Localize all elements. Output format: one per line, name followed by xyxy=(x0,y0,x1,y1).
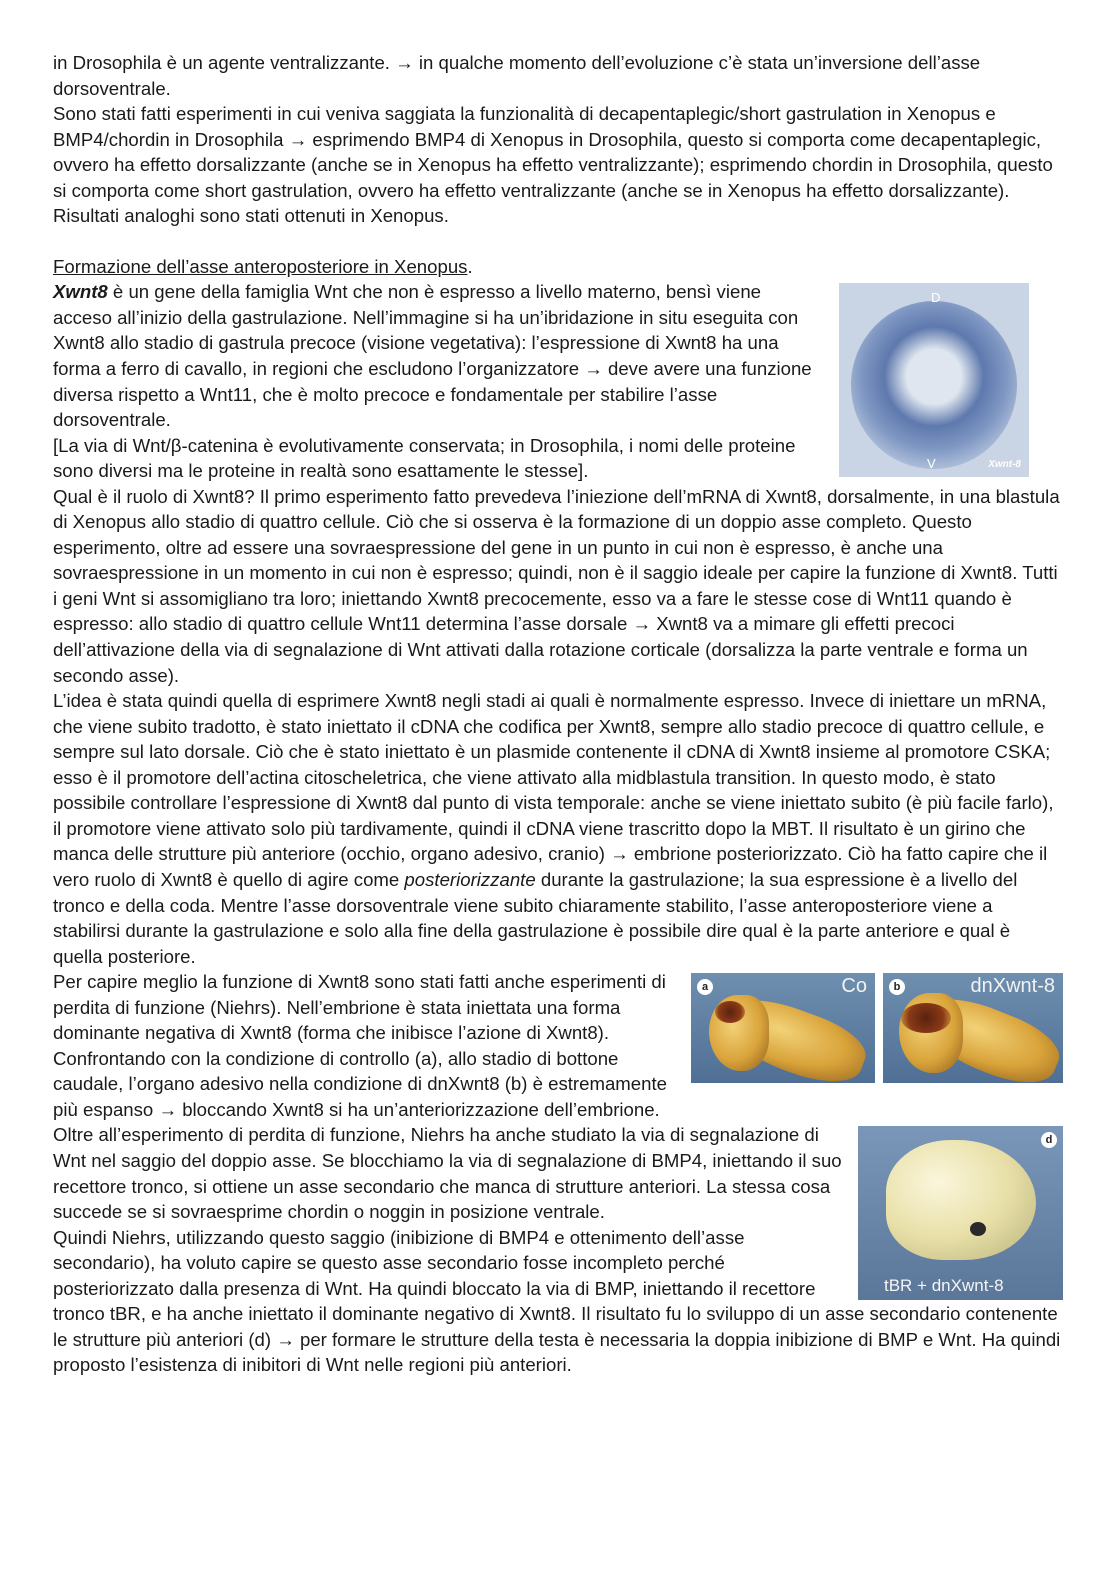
gastrula-embryo xyxy=(851,301,1017,472)
cdna-experiment-paragraph xyxy=(53,688,1063,969)
tbr-dnxwnt8-figure xyxy=(858,1126,1063,1300)
paragraph-spacer xyxy=(53,229,1063,254)
cdna-text-before: L’idea è stata quindi quella di esprimere Xwnt8 negli stadi ai quali è normalmente espresso. Invece di iniettare un mRNA, che viene subito tradotto, è stato iniettato il cDNA che codifica per Xwnt8, sempre allo stadio precoce di quattro cellule, e sempre sul lato dorsale. Ciò che è stato iniettato è un plasmide contenente il cDNA di Xwnt8 insieme al promotore CSKA; esso è il promotore dell’actina citoscheletrica, che viene attivato alla midblastula transition. In questo modo, è stato possibile controllare l’espressione di Xwnt8 dal punto di vista temporale: anche se viene iniettato subito (è più facile farlo), il promotore viene attivato solo più tardivamente, quindi il cDNA viene trascritto dopo la MBT. Il risultato è un girino che manca delle strutture più anteriore (occhio, organo adesivo, cranio) → embrione posteriorizzato. Ciò ha fatto capire che il vero ruolo di Xwnt8 è quello di agire come xyxy=(53,690,1054,890)
loss-of-function-paragraph: Per capire meglio la funzione di Xwnt8 sono stati fatti anche esperimenti di perdita di funzione (Niehrs). Nell’embrione è stata iniettata una forma dominante negativa di Xwnt8 (forma che inibisce l’azione di Xwnt8). Confrontando con la condizione di controllo (a), allo stadio di bottone caudale, l’organo adesivo nella condizione di dnXwnt8 (b) è estremamente più espanso → bloccando Xwnt8 si ha un’anteriorizzazione dell’embrione. xyxy=(53,971,667,1120)
xwnt8-role-paragraph: Qual è il ruolo di Xwnt8? Il primo esperimento fatto prevedeva l’iniezione dell’mRNA di Xwnt8, dorsalmente, in una blastula di Xenopus allo stadio di quattro cellule. Ciò che si osserva è la formazione di un doppio asse completo. Questo esperimento, oltre ad essere una sovraespressione del gene in un punto in cui non è espresso, è anche una sovraespressione in un momento in cui non è espresso; quindi, non è il saggio ideale per capire la funzione di Xwnt8. Tutti i geni Wnt si assomigliano tra loro; iniettando Xwnt8 precocemente, esso va a fare le stesse cose di Wnt11 quando è espresso: allo stadio di quattro cellule Wnt11 determina l’asse dorsale → Xwnt8 va a mimare gli effetti precoci dell’attivazione della via di segnalazione di Wnt attivati dalla rotazione corticale (dorsalizza la parte ventrale e forma un secondo asse). xyxy=(53,485,1060,686)
section-heading xyxy=(53,254,1063,280)
tbr-image xyxy=(858,1126,1063,1300)
xwnt8-term: Xwnt8 xyxy=(53,281,108,303)
control-cement-gland xyxy=(715,1001,745,1023)
dnxwnt8-comparison-figure xyxy=(691,973,1063,1083)
wnt-pathway-note: [La via di Wnt/β-catenina è evolutivamente conservata; in Drosophila, i nomi delle proteine sono diversi ma le proteine in realtà sono esattamente le stesse]. xyxy=(53,434,796,482)
intro-paragraph-1: in Drosophila è un agente ventralizzante. → in qualche momento dell’evoluzione c’è stata un’inversione dell’asse dorsoventrale. xyxy=(53,52,981,99)
secondary-axis-embryo xyxy=(886,1140,1036,1260)
panel-b-label: dnXwnt-8 xyxy=(970,975,1055,998)
panel-b-badge: b xyxy=(889,979,905,995)
double-axis-paragraph: Oltre all’esperimento di perdita di funzione, Niehrs ha anche studiato la via di segnalazione di Wnt nel saggio del doppio asse. Se blocchiamo la via di segnalazione di BMP4, iniettando il suo recettore tronco, si ottiene un asse secondario che manca di strutture anteriori. La stessa cosa succede se si sovraesprime chordin o noggin in posizione ventrale. xyxy=(53,1124,842,1223)
panel-d-badge: d xyxy=(1041,1132,1057,1148)
niehrs-conclusion-paragraph: Quindi Niehrs, utilizzando questo saggio (inibizione di BMP4 e ottenimento dell’asse secondario), ha voluto capire se questo asse secondario fosse incompleto perché posteriorizzato dalla presenza di Wnt. Ha quindi bloccato la via di BMP, iniettando il recettore tronco tBR, e ha anche iniettato il dominante negativo di Xwnt8. Il risultato fu lo sviluppo di un asse secondario contenente le strutture più anteriori (d) → per formare le strutture della testa è necessaria la doppia inibizione di BMP e Wnt. Ha quindi proposto l’esistenza di inibitori di Wnt nelle regioni più anteriori. xyxy=(53,1226,1061,1376)
dorsal-label: D xyxy=(931,290,941,306)
dnxwnt8-panel xyxy=(883,973,1063,1083)
embryo-image xyxy=(839,283,1029,477)
ventral-label: V xyxy=(927,456,936,472)
document-page xyxy=(53,50,1063,1378)
panel-a-badge: a xyxy=(697,979,713,995)
figure-caption-xwnt8: Xwnt-8 xyxy=(988,459,1021,471)
section-heading-text: Formazione dell’asse anteroposteriore in Xenopus xyxy=(53,255,468,277)
dnxwnt8-cement-gland xyxy=(901,1003,951,1033)
control-panel xyxy=(691,973,875,1083)
posteriorizzante-term: posteriorizzante xyxy=(404,868,536,890)
intro-paragraph-2: Sono stati fatti esperimenti in cui veniva saggiata la funzionalità di decapentaplegic/short gastrulation in Xenopus e BMP4/chordin in Drosophila → esprimendo BMP4 di Xenopus in Drosophila, questo si comporta come decapentaplegic, ovvero ha effetto dorsalizzante (anche se in Xenopus ha effetto ventralizzante); esprimendo chordin in Drosophila, questo si comporta come short gastrulation, ovvero ha effetto ventralizzante (anche se in Xenopus ha effetto dorsalizzante). Risultati analoghi sono stati ottenuti in Xenopus. xyxy=(53,103,1053,227)
xwnt8-description: è un gene della famiglia Wnt che non è espresso a livello materno, bensì viene acceso all’inizio della gastrulazione. Nell’immagine si ha un’ibridazione in situ eseguita con Xwnt8 allo stadio di gastrula precoce (visione vegetativa): l’espressione di Xwnt8 ha una forma a ferro di cavallo, in regioni che escludono l’organizzatore → deve avere una funzione diversa rispetto a Wnt11, che è molto precoce e fondamentale per stabilire l’asse dorsoventrale. xyxy=(53,281,812,431)
xwnt8-in-situ-figure xyxy=(839,283,1029,477)
cdna-text-after: durante la gastrulazione; la sua espressione è a livello del tronco e della coda. Mentre l’asse dorsoventrale viene subito chiaramente stabilito, l’asse anteroposteriore viene a stabilirsi durante la gastrulazione e solo alla fine della gastrulazione è possibile dire qual è la parte anteriore e qual è quella posteriore. xyxy=(53,868,1018,967)
panel-d-label: tBR + dnXwnt-8 xyxy=(884,1276,1004,1296)
section-heading-period: . xyxy=(467,255,473,277)
panel-a-label: Co xyxy=(841,975,867,998)
